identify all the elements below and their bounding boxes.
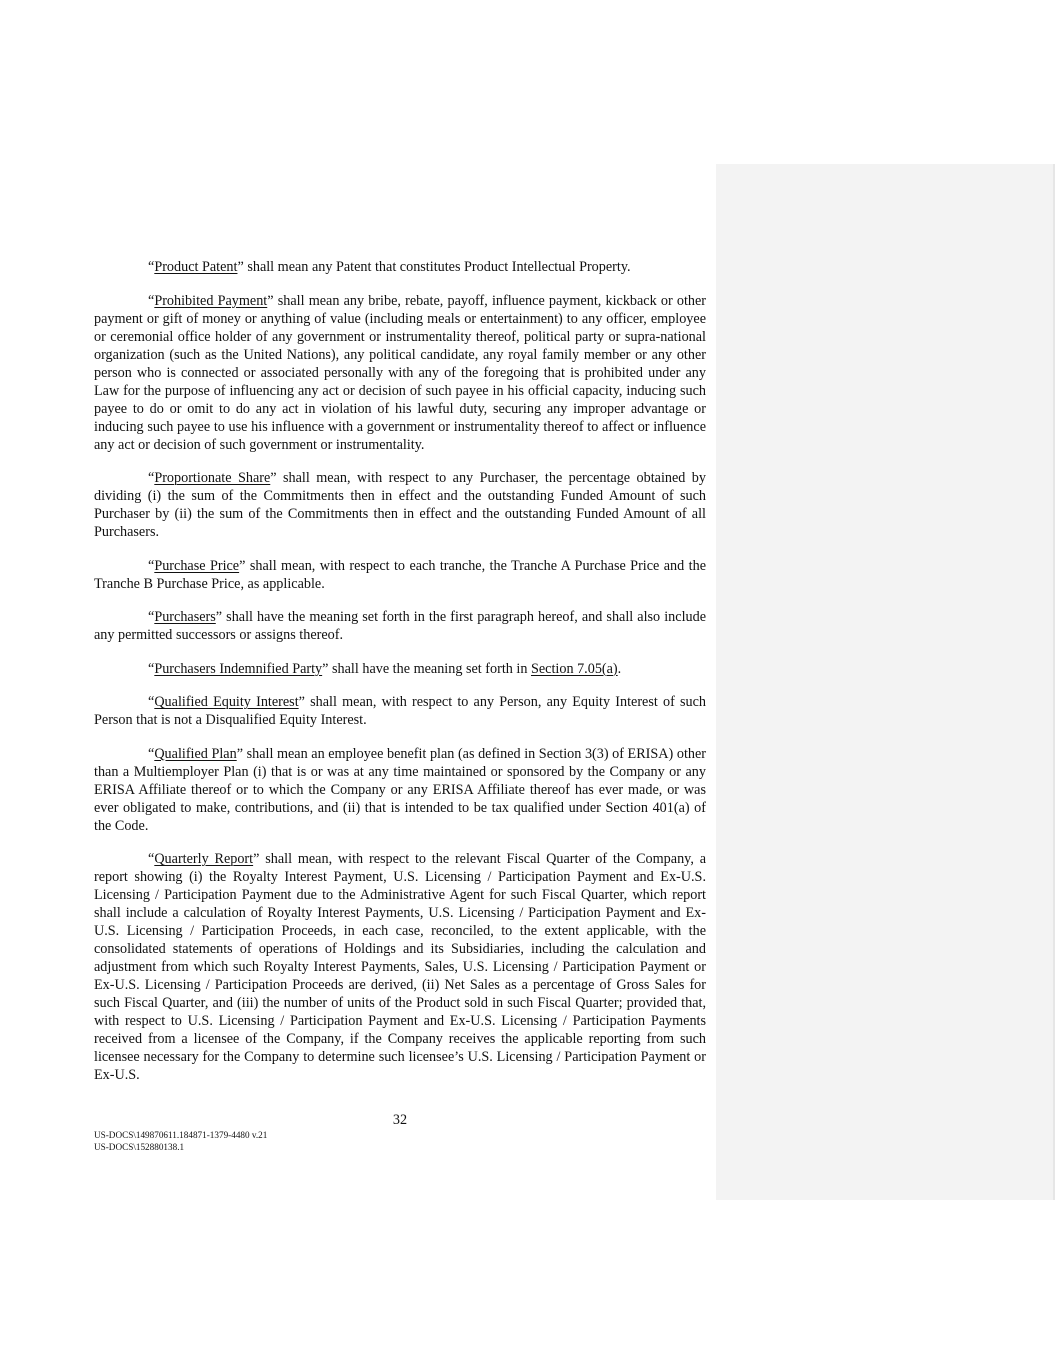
definition-proportionate-share: “Proportionate Share” shall mean, with respect to any Purchaser, the percentage obtained by dividing (i) the sum of the Commitments then in effect and the outstanding Funded Amount of such Purchaser by (ii) the sum of the Commitments then in effect and the outstanding Funded Amount of all Purchasers. [94,470,706,540]
definition-text: shall have the meaning set forth in [328,660,531,677]
definition-quarterly-report: “Quarterly Report” shall mean, with respect to the relevant Fiscal Quarter of the Company, a report showing (i) the Royalty Interest Payment, U.S. Licensing / Participation Payment and Ex-U.S. Licensing / Participation Payment due to the Administrative Agent for such Fiscal Quarter, which report shall include a calculation of Royalty Interest Payments, U.S. Licensing / Participation Payment and Ex-U.S. Licensing / Participation Proceeds, in each case, reconciled, to the extent applicable, with the consolidated statements of operations of Holdings and its Subsidiaries, including the calculation and adjustment from which such Royalty Interest Payments, Sales, U.S. Licensing / Participation Payment or Ex-U.S. Licensing / Participation Proceeds are derived, (ii) Net Sales as a percentage of Gross Sales for such Fiscal Quarter, and (iii) the number of units of the Product sold in such Fiscal Quarter; provided that, with respect to U.S. Licensing / Participation Payment and Ex-U.S. Licensing / Participation Payments received from a licensee of the Company, if the Company receives the applicable reporting from such licensee necessary for the Company to determine such licensee’s U.S. Licensing / Participation Payment or Ex-U.S. [94,851,706,1083]
page-number: 32 [392,1112,408,1128]
definition-text: shall mean any bribe, rebate, payoff, influence payment, kickback or other payment or gift of money or anything of value (including meals or entertainment) to any officer, employee or ceremonial office holder of any government or instrumentality thereof, political party or supra-national organization (such as the United Nations), any political candidate, any royal family member or any other person who is connected or associated personally with any of the foregoing that is prohibited under any Law for the purpose of influencing any act or decision of such payee in his official capacity, inducing such payee to do or omit to do any act in violation of his lawful duty, securing any improper advantage or inducing such payee to use his influence with a government or instrumentality thereof to affect or influence any act or decision of such government or instrumentality. [94,292,706,453]
definition-purchase-price: “Purchase Price” shall mean, with respect to each tranche, the Tranche A Purchase Price and the Tranche B Purchase Price, as applicable. [94,557,706,592]
defined-term: Prohibited Payment [154,292,268,309]
definition-prohibited-payment: “Prohibited Payment” shall mean any bribe, rebate, payoff, influence payment, kickback or other payment or gift of money or anything of value (including meals or entertainment) to any officer, employee or ceremonial office holder of any government or instrumentality thereof, political party or supra-national organization (such as the United Nations), any political candidate, any royal family member or any other person who is connected or associated personally with any of the foregoing that is prohibited under any Law for the purpose of influencing any act or decision of such payee in his official capacity, inducing such payee to do or omit to do any act in violation of his lawful duty, securing any improper advantage or inducing such payee to use his influence with a government or instrumentality thereof to affect or influence any act or decision of such government or instrumentality. [94,292,706,453]
definition-text: shall mean an employee benefit plan (as defined in Section 3(3) of ERISA) other than a Multiemployer Plan (i) that is or was at any time maintained or sponsored by the Company or any ERISA Affiliate thereof or to which the Company or any ERISA Affiliate thereof has ever made, or was ever obligated to make, contributions, and (ii) that is intended to be tax qualified under Section 401(a) of the Code. [94,745,706,834]
section-cross-reference[interactable]: Section 7.05(a) [530,660,618,677]
defined-term: Purchasers [154,609,216,625]
definition-text: shall mean, with respect to any Person, any Equity Interest of such Person that is not a Disqualified Equity Interest. [94,694,706,728]
defined-term: Quarterly Report [154,851,254,867]
definition-text: shall mean, with respect to the relevant Fiscal Quarter of the Company, a report showing (i) the Royalty Interest Payment, U.S. Licensing / Participation Payment and Ex-U.S. Licensing / Participation Payment due to the Administrative Agent for such Fiscal Quarter, which report shall include a calculation of Royalty Interest Payments, U.S. Licensing / Participation Payment and Ex-U.S. Licensing / Participation Proceeds, in each case, reconciled, to the extent applicable, with the consolidated statements of operations of Holdings and its Subsidiaries, including the calculation and adjustment from which such Royalty Interest Payments, Sales, U.S. Licensing / Participation Payment or Ex-U.S. Licensing / Participation Proceeds are derived, (ii) Net Sales as a percentage of Gross Sales for such Fiscal Quarter, and (iii) the number of units of the Product sold in such Fiscal Quarter; provided that, with respect to U.S. Licensing / Participation Payment and Ex-U.S. Licensing / Participation Payments received from a licensee of the Company, if the Company receives the applicable reporting from such licensee necessary for the Company to determine such licensee’s U.S. Licensing / Participation Payment or Ex-U.S. [94,851,706,1083]
defined-term: Qualified Plan [154,745,237,762]
defined-term: Qualified Equity Interest [154,694,299,710]
definition-product-patent: “Product Patent” shall mean any Patent that constitutes Product Intellectual Property. [148,259,631,275]
defined-term: Product Patent [154,259,238,275]
page-body [94,258,706,1100]
definition-text: shall mean any Patent that constitutes Product Intellectual Property. [243,259,631,275]
definition-tail: . [617,660,622,677]
defined-term: Proportionate Share [154,470,271,486]
definition-text: shall have the meaning set forth in the first paragraph hereof, and shall also include any permitted successors or assigns thereof. [94,609,706,643]
document-id-secondary: US-DOCS\152880138.1 [94,1141,185,1152]
definition-qualified-equity-interest: “Qualified Equity Interest” shall mean, with respect to any Person, any Equity Interest of such Person that is not a Disqualified Equity Interest. [94,694,706,728]
defined-term: Purchasers Indemnified Party [154,660,323,677]
definition-qualified-plan: “Qualified Plan” shall mean an employee benefit plan (as defined in Section 3(3) of ERISA) other than a Multiemployer Plan (i) that is or was at any time maintained or sponsored by the Company or any ERISA Affiliate thereof or to which the Company or any ERISA Affiliate thereof has ever made, or was ever obligated to make, contributions, and (ii) that is intended to be tax qualified under Section 401(a) of the Code. [94,745,706,834]
comment-pane [716,164,1055,1200]
defined-term: Purchase Price [154,557,240,574]
definition-text: shall mean, with respect to any Purchaser, the percentage obtained by dividing (i) the sum of the Commitments then in effect and the outstanding Funded Amount of such Purchaser by (ii) the sum of the Commitments then in effect and the outstanding Funded Amount of all Purchasers. [94,470,706,540]
definition-purchasers: “Purchasers” shall have the meaning set forth in the first paragraph hereof, and shall also include any permitted successors or assigns thereof. [94,609,706,643]
document-identifiers [94,1130,267,1153]
document-id-primary: US-DOCS\149870611.184871-1379-4480 v.21 [94,1130,268,1140]
definition-purchasers-indemnified-party: “Purchasers Indemnified Party” shall have the meaning set forth in Section 7.05(a). [148,660,622,677]
definition-text: shall mean, with respect to each tranche, the Tranche A Purchase Price and the Tranche B Purchase Price, as applicable. [94,557,706,592]
